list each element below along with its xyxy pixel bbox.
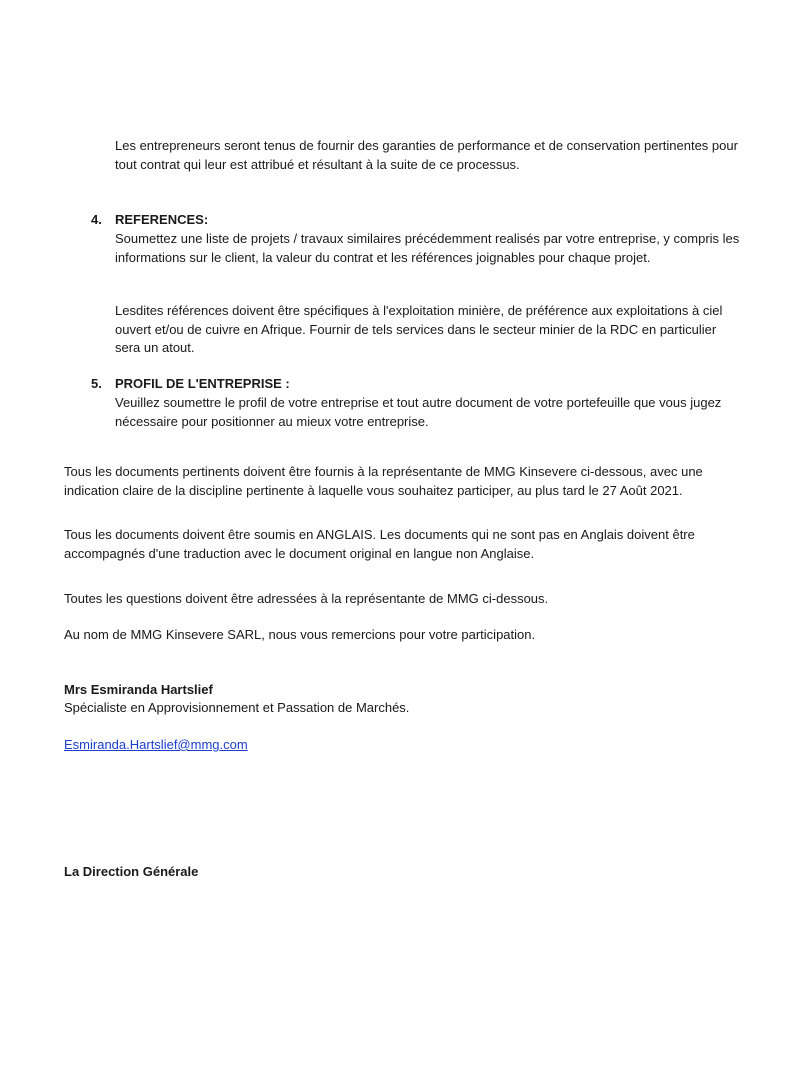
signatory-name: Mrs Esmiranda Hartslief: [64, 682, 213, 697]
section-title: REFERENCES:: [115, 212, 209, 227]
section-number: 5.: [91, 376, 102, 391]
email-link[interactable]: Esmiranda.Hartslief@mmg.com: [64, 737, 248, 752]
body-paragraph: Au nom de MMG Kinsevere SARL, nous vous remercions pour votre participation.: [64, 627, 536, 642]
body-paragraph: Toutes les questions doivent être adressées à la représentante de MMG ci-dessous.: [64, 591, 549, 606]
section-paragraph: Veuillez soumettre le profil de votre entreprise et tout autre document de votre portefeuille que vous jugez nécessaire pour positionner au mieux votre entreprise.: [115, 395, 722, 429]
closing-signature: La Direction Générale: [64, 864, 199, 879]
section-paragraph: Soumettez une liste de projets / travaux similaires précédemment realisés par votre entreprise, y compris les informations sur le client, la valeur du contrat et les références joignables pour chaque projet.: [115, 231, 740, 265]
email-block: [64, 736, 744, 755]
intro-paragraph: Les entrepreneurs seront tenus de fournir des garanties de performance et de conservation pertinentes pour tout contrat qui leur est attribué et résultant à la suite de ce processus.: [115, 138, 738, 172]
body-paragraph: Tous les documents doivent être soumis en ANGLAIS. Les documents qui ne sont pas en Anglais doivent être accompagnés d'une traduction avec le document original en langue non Anglaise.: [64, 527, 695, 561]
section-number: 4.: [91, 212, 102, 227]
section-paragraph: Lesdites références doivent être spécifiques à l'exploitation minière, de préférence aux exploitations à ciel ouvert et/ou de cuivre en Afrique. Fournir de tels services dans le secteur minier de la RDC en particulier sera un atout.: [115, 303, 723, 355]
section-title: PROFIL DE L'ENTREPRISE :: [115, 376, 290, 391]
signatory-role: Spécialiste en Approvisionnement et Passation de Marchés.: [64, 700, 410, 715]
body-paragraph: Tous les documents pertinents doivent être fournis à la représentante de MMG Kinsevere ci-dessous, avec une indication claire de la discipline pertinente à laquelle vous souhaitez participer, au plus tard le 27 Août 2021.: [64, 464, 703, 498]
